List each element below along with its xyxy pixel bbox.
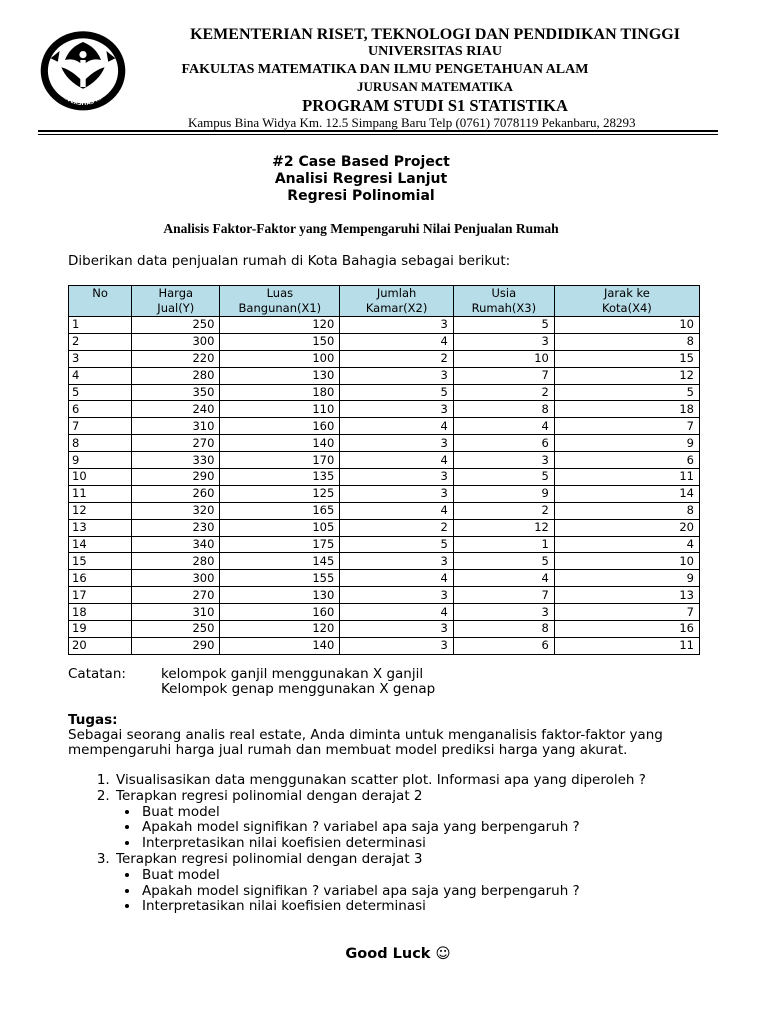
task-sub-item: • Interpretasikan nilai koefisien determinasi [140, 836, 754, 852]
table-row [69, 485, 700, 502]
table-cell: 12 [69, 502, 132, 519]
table-cell: 300 [132, 570, 220, 587]
table-cell: 14 [554, 485, 699, 502]
column-header-line: Usia [491, 286, 517, 300]
table-row [69, 536, 700, 553]
table-cell: 310 [132, 604, 220, 621]
column-header-line: Kamar(X2) [365, 301, 428, 315]
table-cell: 135 [220, 469, 340, 486]
task-item [114, 852, 754, 915]
task-item [114, 773, 754, 789]
table-cell: 270 [132, 435, 220, 452]
table-cell: 250 [132, 317, 220, 334]
note-line1: kelompok ganjil menggunakan X ganjil [161, 666, 424, 682]
faculty-name: FAKULTAS MATEMATIKA DAN ILMU PENGETAHUAN ALAM [181, 62, 589, 77]
doc-title-line1: #2 Case Based Project [272, 154, 450, 170]
university-logo [38, 24, 128, 114]
task-sub-item: • Buat model [140, 868, 754, 884]
intro-text: Diberikan data penjualan rumah di Kota Bahagia sebagai berikut: [68, 253, 511, 269]
table-cell: 165 [220, 502, 340, 519]
table-cell: 130 [220, 367, 340, 384]
table-cell: 125 [220, 485, 340, 502]
column-header-line: No [92, 286, 108, 300]
table-cell: 3 [340, 485, 454, 502]
table-cell: 1 [69, 317, 132, 334]
task-list [68, 773, 754, 915]
table-cell: 6 [453, 637, 554, 654]
table-cell: 5 [453, 553, 554, 570]
table-cell: 13 [554, 587, 699, 604]
table-cell: 180 [220, 384, 340, 401]
table-cell: 280 [132, 367, 220, 384]
table-cell: 5 [453, 469, 554, 486]
table-cell: 5 [69, 384, 132, 401]
table-cell: 140 [220, 637, 340, 654]
table-cell: 2 [340, 519, 454, 536]
table-cell: 4 [340, 502, 454, 519]
table-cell: 9 [554, 435, 699, 452]
university-name: UNIVERSITAS RIAU [368, 44, 502, 59]
table-cell: 340 [132, 536, 220, 553]
table-cell: 16 [554, 621, 699, 638]
table-cell: 160 [220, 604, 340, 621]
table-cell: 100 [220, 350, 340, 367]
table-cell: 12 [453, 519, 554, 536]
table-cell: 8 [554, 333, 699, 350]
task-sub-item: • Interpretasikan nilai koefisien determinasi [140, 899, 754, 915]
program-name: PROGRAM STUDI S1 STATISTIKA [302, 96, 568, 115]
table-cell: 17 [69, 587, 132, 604]
table-cell: 2 [69, 333, 132, 350]
table-cell: 4 [69, 367, 132, 384]
table-row [69, 502, 700, 519]
table-cell: 3 [453, 604, 554, 621]
task-text: Terapkan regresi polinomial dengan derajat 2 [116, 787, 423, 804]
table-header-row [69, 286, 700, 317]
table-cell: 170 [220, 452, 340, 469]
table-cell: 350 [132, 384, 220, 401]
table-cell: 7 [554, 604, 699, 621]
table-cell: 175 [220, 536, 340, 553]
table-cell: 18 [554, 401, 699, 418]
table-cell: 260 [132, 485, 220, 502]
tasks-heading: Tugas: [68, 712, 118, 728]
table-cell: 6 [554, 452, 699, 469]
table-cell: 6 [69, 401, 132, 418]
table-row [69, 418, 700, 435]
table-cell: 140 [220, 435, 340, 452]
table-cell: 5 [340, 384, 454, 401]
table-cell: 3 [340, 317, 454, 334]
table-cell: 120 [220, 621, 340, 638]
table-row [69, 587, 700, 604]
table-row [69, 469, 700, 486]
table-cell: 4 [554, 536, 699, 553]
tasks-intro-line2: mempengaruhi harga jual rumah dan membuat model prediksi harga yang akurat. [68, 742, 628, 758]
column-header [132, 286, 220, 317]
task-sub-list [116, 805, 754, 852]
table-cell: 160 [220, 418, 340, 435]
table-cell: 3 [340, 587, 454, 604]
svg-text:UNIVERSITAS RIAU: UNIVERSITAS RIAU [56, 90, 110, 108]
table-cell: 4 [453, 570, 554, 587]
table-row [69, 350, 700, 367]
task-sub-item: • Apakah model signifikan ? variabel apa saja yang berpengaruh ? [140, 884, 754, 900]
table-cell: 7 [453, 367, 554, 384]
table-cell: 8 [69, 435, 132, 452]
column-header-line: Kota(X4) [602, 301, 652, 315]
column-header [220, 286, 340, 317]
table-cell: 4 [340, 570, 454, 587]
task-item [114, 789, 754, 852]
table-cell: 2 [453, 502, 554, 519]
table-cell: 11 [69, 485, 132, 502]
column-header-line: Jumlah [376, 286, 417, 300]
table-cell: 4 [340, 452, 454, 469]
table-row [69, 367, 700, 384]
table-cell: 120 [220, 317, 340, 334]
doc-title-line2: Analisi Regresi Lanjut [274, 171, 448, 187]
table-cell: 12 [554, 367, 699, 384]
table-cell: 250 [132, 621, 220, 638]
table-cell: 4 [340, 418, 454, 435]
task-sub-list [116, 868, 754, 915]
table-cell: 4 [340, 604, 454, 621]
table-cell: 3 [340, 367, 454, 384]
table-row [69, 384, 700, 401]
task-sub-item: • Buat model [140, 805, 754, 821]
tasks-intro-line1: Sebagai seorang analis real estate, Anda diminta untuk menganalisis faktor-faktor yang [68, 727, 663, 743]
table-cell: 19 [69, 621, 132, 638]
table-cell: 2 [340, 350, 454, 367]
table-cell: 3 [340, 637, 454, 654]
table-cell: 3 [340, 621, 454, 638]
table-cell: 105 [220, 519, 340, 536]
column-header [69, 286, 132, 317]
department-name: JURUSAN MATEMATIKA [357, 79, 513, 94]
table-cell: 1 [453, 536, 554, 553]
table-cell: 290 [132, 637, 220, 654]
closing-text: Good Luck ☺ [345, 946, 451, 962]
table-cell: 3 [453, 452, 554, 469]
header-rule-thin [38, 134, 718, 135]
table-row [69, 604, 700, 621]
table-row [69, 435, 700, 452]
table-row [69, 519, 700, 536]
table-cell: 3 [340, 435, 454, 452]
task-text: Terapkan regresi polinomial dengan derajat 3 [116, 850, 423, 867]
campus-address: Kampus Bina Widya Km. 12.5 Simpang Baru Telp (0761) 7078119 Pekanbaru, 28293 [188, 115, 636, 130]
table-cell: 5 [554, 384, 699, 401]
column-header-line: Luas [266, 286, 294, 300]
table-cell: 9 [69, 452, 132, 469]
table-cell: 7 [453, 587, 554, 604]
table-row [69, 570, 700, 587]
table-cell: 8 [453, 621, 554, 638]
table-cell: 155 [220, 570, 340, 587]
table-cell: 150 [220, 333, 340, 350]
table-row [69, 637, 700, 654]
column-header-line: Jarak ke [603, 286, 650, 300]
table-row [69, 333, 700, 350]
table-cell: 10 [453, 350, 554, 367]
column-header [554, 286, 699, 317]
table-cell: 7 [69, 418, 132, 435]
header-rule-thick [38, 130, 718, 132]
table-row [69, 553, 700, 570]
table-cell: 145 [220, 553, 340, 570]
table-cell: 220 [132, 350, 220, 367]
table-cell: 3 [453, 333, 554, 350]
table-cell: 5 [453, 317, 554, 334]
table-cell: 320 [132, 502, 220, 519]
note-label: Catatan: [68, 666, 126, 682]
table-cell: 10 [69, 469, 132, 486]
column-header-line: Harga [158, 286, 194, 300]
table-cell: 4 [340, 333, 454, 350]
table-cell: 11 [554, 637, 699, 654]
ministry-name: KEMENTERIAN RISET, TEKNOLOGI DAN PENDIDIKAN TINGGI [190, 26, 680, 43]
table-cell: 8 [453, 401, 554, 418]
table-cell: 9 [453, 485, 554, 502]
table-cell: 3 [340, 469, 454, 486]
table-body [69, 317, 700, 655]
table-row [69, 317, 700, 334]
table-cell: 10 [554, 317, 699, 334]
table-cell: 3 [340, 401, 454, 418]
table-cell: 9 [554, 570, 699, 587]
table-cell: 7 [554, 418, 699, 435]
column-header-line: Rumah(X3) [471, 301, 537, 315]
note-line2: Kelompok genap menggunakan X genap [161, 681, 436, 697]
table-row [69, 401, 700, 418]
table-cell: 3 [69, 350, 132, 367]
table-cell: 15 [554, 350, 699, 367]
table-cell: 3 [340, 553, 454, 570]
table-cell: 6 [453, 435, 554, 452]
column-header [453, 286, 554, 317]
column-header-line: Jual(Y) [157, 301, 195, 315]
task-sub-item: • Apakah model signifikan ? variabel apa saja yang berpengaruh ? [140, 820, 754, 836]
table-cell: 15 [69, 553, 132, 570]
table-cell: 290 [132, 469, 220, 486]
task-text: Visualisasikan data menggunakan scatter plot. Informasi apa yang diperoleh ? [116, 772, 646, 788]
table-cell: 10 [554, 553, 699, 570]
table-cell: 270 [132, 587, 220, 604]
data-table [68, 285, 700, 655]
table-cell: 130 [220, 587, 340, 604]
table-cell: 110 [220, 401, 340, 418]
table-cell: 20 [69, 637, 132, 654]
table-cell: 11 [554, 469, 699, 486]
table-row [69, 452, 700, 469]
table-row [69, 621, 700, 638]
column-header [340, 286, 454, 317]
doc-title-line3: Regresi Polinomial [287, 188, 435, 204]
table-cell: 16 [69, 570, 132, 587]
table-cell: 20 [554, 519, 699, 536]
table-cell: 14 [69, 536, 132, 553]
column-header-line: Bangunan(X1) [238, 301, 322, 315]
table-cell: 8 [554, 502, 699, 519]
table-cell: 240 [132, 401, 220, 418]
doc-subtitle: Analisis Faktor-Faktor yang Mempengaruhi Nilai Penjualan Rumah [163, 221, 559, 236]
table-cell: 5 [340, 536, 454, 553]
table-cell: 230 [132, 519, 220, 536]
table-cell: 310 [132, 418, 220, 435]
table-cell: 330 [132, 452, 220, 469]
table-cell: 4 [453, 418, 554, 435]
table-cell: 18 [69, 604, 132, 621]
table-cell: 280 [132, 553, 220, 570]
table-cell: 300 [132, 333, 220, 350]
table-cell: 2 [453, 384, 554, 401]
table-cell: 13 [69, 519, 132, 536]
